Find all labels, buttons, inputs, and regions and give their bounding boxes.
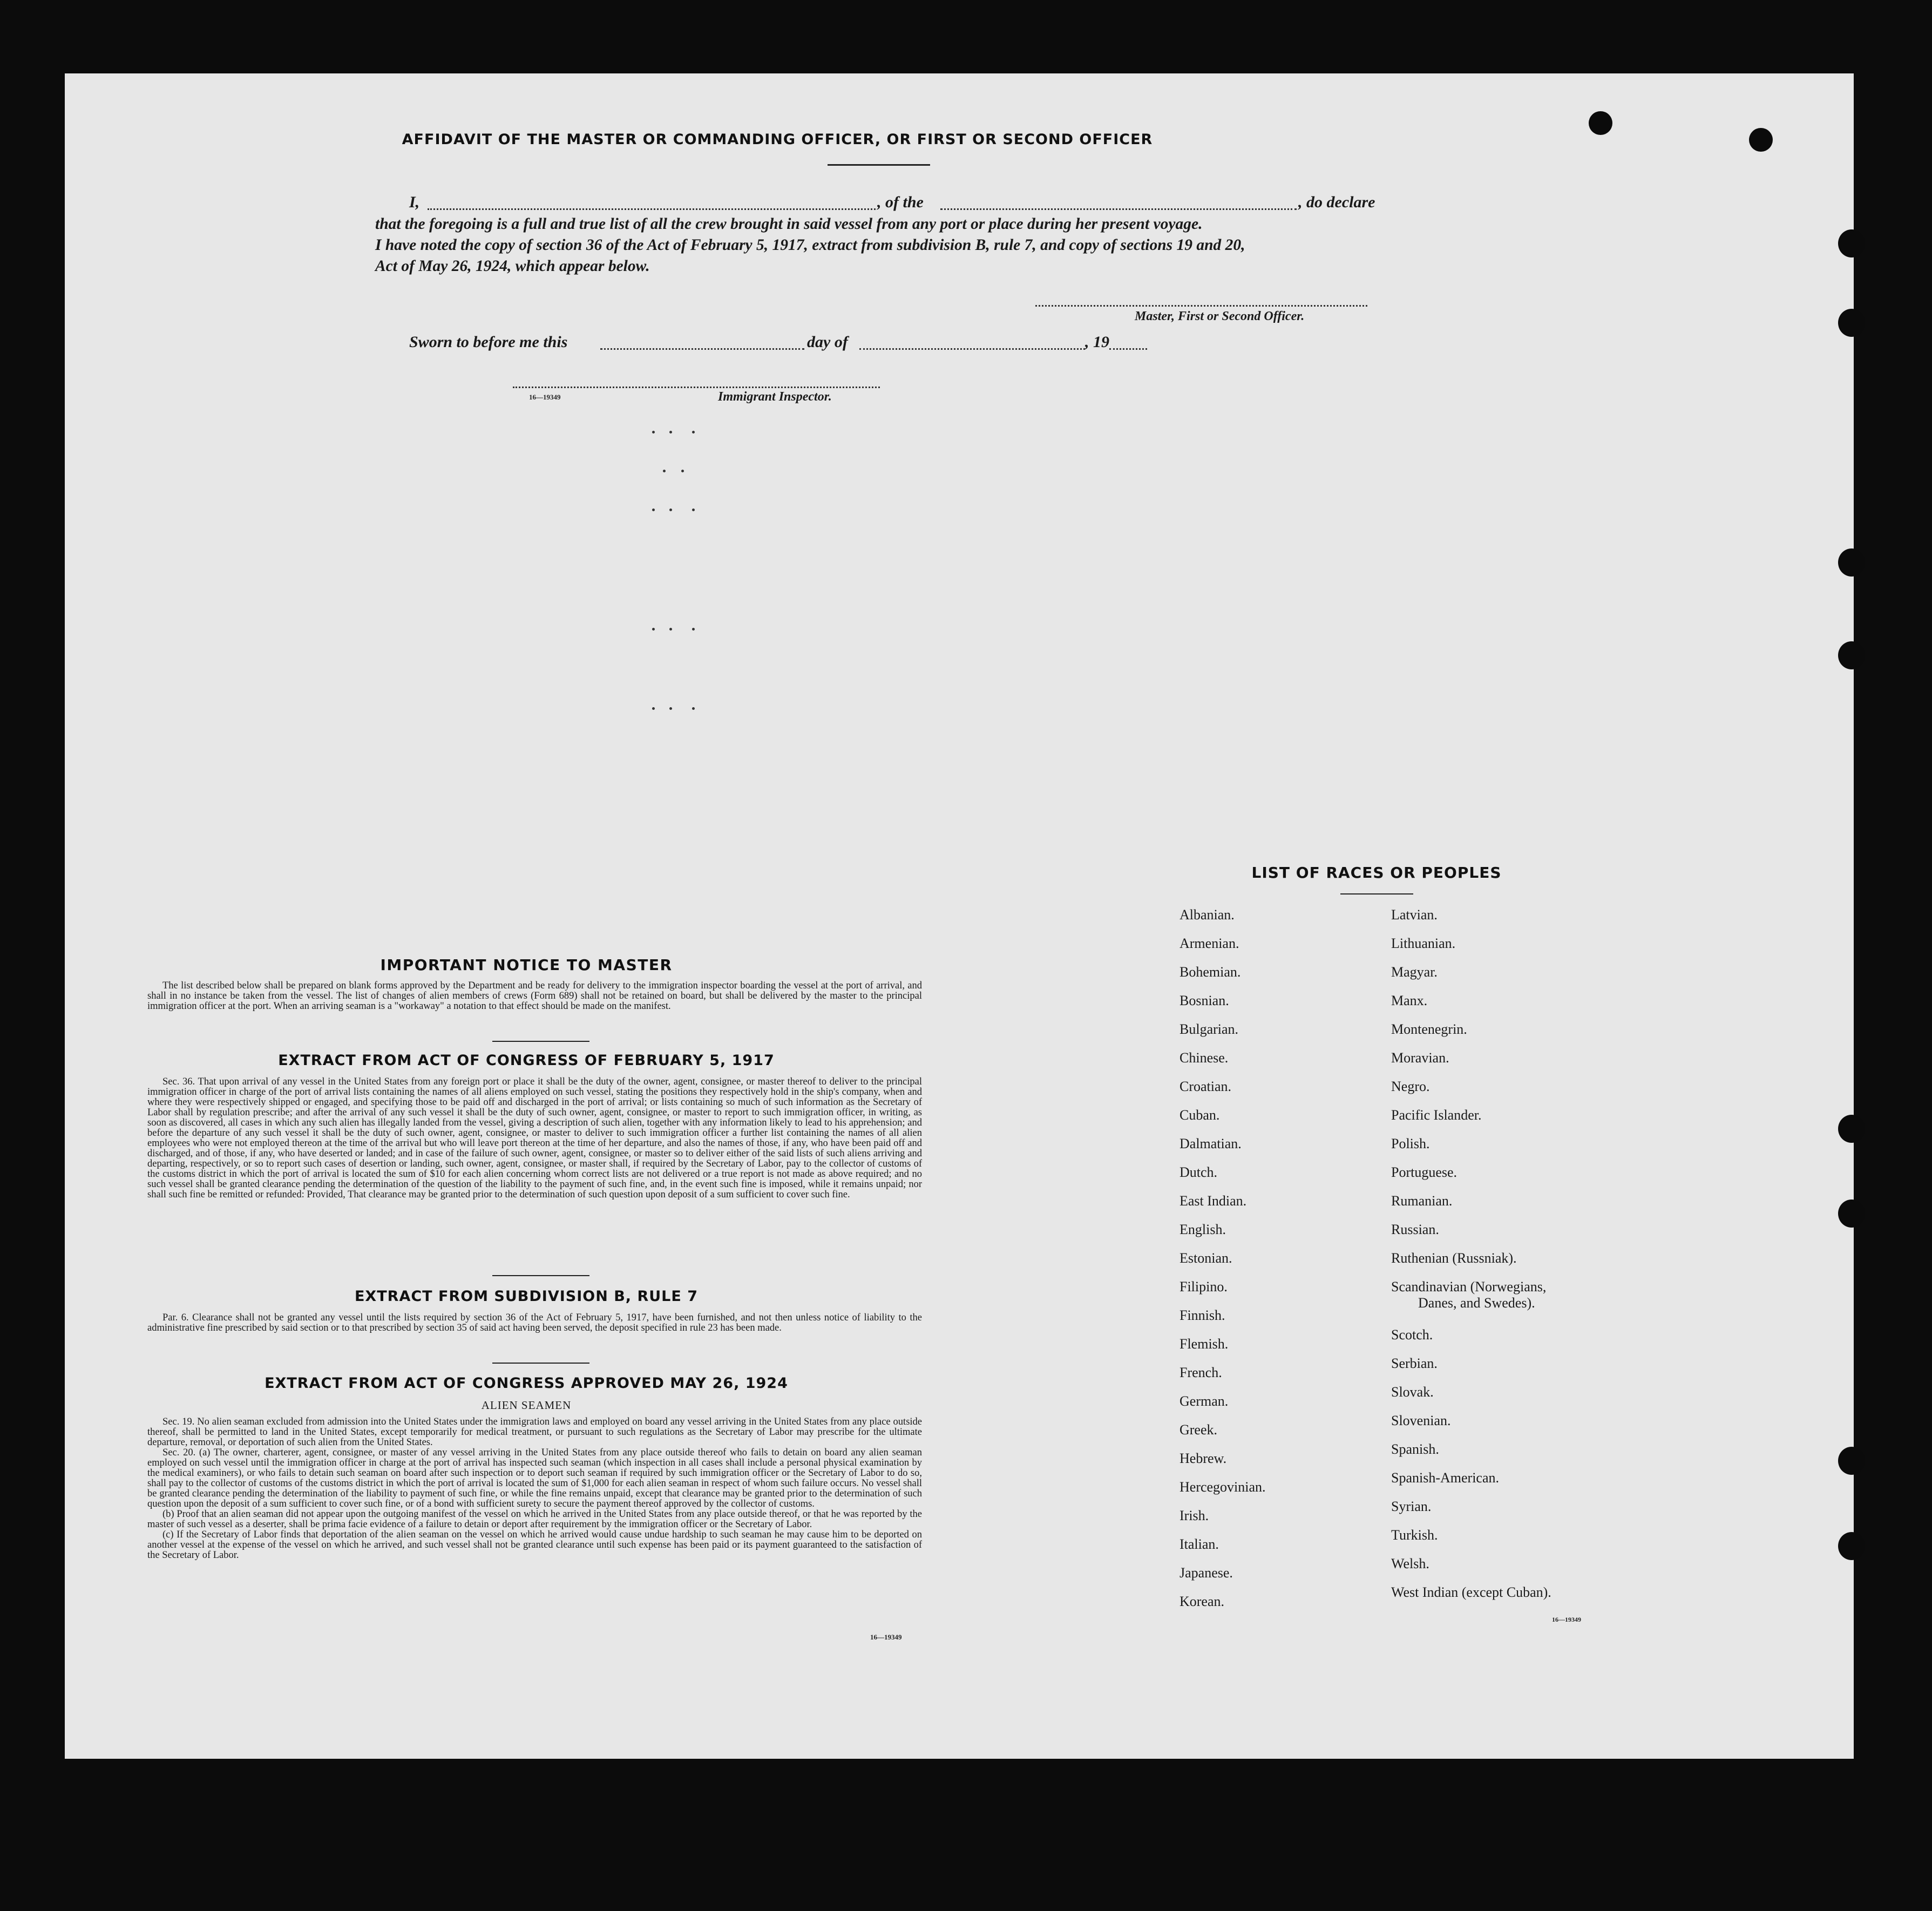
race-item: Ruthenian (Russniak). [1391,1250,1517,1266]
race-item: Cuban. [1179,1107,1220,1123]
title-underline [828,164,930,166]
race-item: Montenegrin. [1391,1021,1467,1037]
sworn-label: Sworn to before me this [409,333,568,351]
affidavit-form-number: 16—19349 [529,393,561,401]
race-item: Portuguese. [1391,1164,1458,1180]
race-item: Dalmatian. [1179,1136,1242,1151]
speck [669,431,672,433]
race-item: Estonian. [1179,1250,1232,1266]
race-item: Bulgarian. [1179,1021,1239,1037]
notice-title: IMPORTANT NOTICE TO MASTER [380,956,673,974]
affidavit-line-2: that the foregoing is a full and true list of all the crew brought in said vessel from any port or place during her present voyage. [375,215,1203,233]
races-form-number: 16—19349 [1552,1616,1581,1623]
vessel-name-line[interactable] [940,208,1297,210]
affidavit-line-4: Act of May 26, 1924, which appear below. [375,257,650,275]
race-item: Turkish. [1391,1527,1438,1543]
rule-7-title: EXTRACT FROM SUBDIVISION B, RULE 7 [354,1288,699,1305]
race-item: French. [1179,1365,1222,1380]
speck [692,431,695,433]
race-item: Magyar. [1391,964,1438,980]
race-item: Croatian. [1179,1079,1232,1094]
race-item: Polish. [1391,1136,1430,1151]
race-item: Russian. [1391,1222,1439,1237]
rule-7-paragraph: Par. 6. Clearance shall not be granted any vessel until the lists required by section 36 of the Act of February 5, 1917, have been furnished, and not then unless notice of liability to the administrative fine prescribed by said section or to that prescribed by section 35 of said act having been served, the deposit specified in rule 23 has been made. [147,1312,922,1333]
races-left-column [1179,907,1374,1622]
race-item: Flemish. [1179,1336,1229,1352]
race-item: Welsh. [1391,1556,1429,1571]
speck [692,628,695,631]
punch-hole [1838,1532,1865,1560]
sworn-month-line[interactable] [859,348,1085,350]
race-item: Scandinavian (Norwegians, [1391,1279,1547,1295]
affidavit-i-label: I, [409,193,420,211]
affidavit-title: AFFIDAVIT OF THE MASTER OR COMMANDING OFFICER, OR FIRST OR SECOND OFFICER [402,131,1153,148]
speck [652,431,655,433]
race-item: Spanish-American. [1391,1470,1500,1486]
year-prefix: , 19 [1085,333,1109,351]
section-divider [492,1275,589,1276]
section-36-paragraph: Sec. 36. That upon arrival of any vessel in the United States from any foreign port or place it shall be the duty of the owner, agent, consignee, or master thereof to deliver to the principal immigration officer in charge of the port of arrival lists containing the names of all aliens employed on such vessel, stating the positions they respectively hold in the ship's company, when and where they were respectively shipped or engaged, and specifying those to be paid off and discharged in the port of arrival; or lists containing so much of such information as the Secretary of Labor shall by regulation prescribe; and after the arrival of any such vessel it shall be the duty of such owner, agent, consignee, or master to report to such immigration officer, in writing, as soon as discovered, all cases in which any such alien has illegally landed from the vessel, giving a description of such alien, together with any information likely to lead to his apprehension; and before the departure of any such vessel it shall be the duty of such owner, agent, consignee, or master to deliver to such immigration officer a further list containing the names of all alien employees who were not employed thereon at the time of the arrival but who will leave port thereon at the time of her departure, and also the names of those, if any, who have been paid off and discharged, and of those, if any, who have deserted or landed; and in case of the failure of such owner, agent, consignee, or master so to deliver either of the said lists of such aliens arriving and departing, respectively, or so to report such cases of desertion or landing, such owner, agent, consignee, or master shall, if required by the Secretary of Labor, pay to the collector of customs of the customs district in which the port of arrival is located the sum of $10 for each alien concerning whom correct lists are not delivered or a true report is not made as above required; and no such vessel shall be granted clearance pending the determination of the question of the liability to the payment of such fine, and, in the event such fine is imposed, while it remains unpaid; nor shall such fine be remitted or refunded: Provided, That clearance may be granted prior to the determination of such question upon deposit of a sum sufficient to cover such fine. [147,1076,922,1200]
inspector-signature-line[interactable] [513,387,880,388]
race-item: Japanese. [1179,1565,1233,1581]
race-item: Serbian. [1391,1356,1438,1371]
speck [692,509,695,511]
section-divider [492,1363,589,1364]
alien-seamen-subtitle: ALIEN SEAMEN [481,1399,572,1412]
affidavit-line-3: I have noted the copy of section 36 of the Act of February 5, 1917, extract from subdivision B, rule 7, and copy of sections 19 and 20, [375,236,1245,254]
punch-hole [1838,548,1865,577]
extract-1924-text [147,1417,922,1561]
section-19-paragraph: Sec. 19. No alien seaman excluded from admission into the United States under the immigration laws and employed on board any vessel arriving in the United States from any place outside thereof, shall be permitted to land in the United States, except temporarily for medical treatment, or pursuant to such regulations as the Secretary of Labor may prescribe for the ultimate departure, removal, or deportation of such alien from the United States. [147,1417,922,1448]
master-signature-caption: Master, First or Second Officer. [1135,309,1305,323]
notice-text [147,981,922,1012]
notice-paragraph: The list described below shall be prepared on blank forms approved by the Department and be ready for delivery to the immigration inspector boarding the vessel at the port of arrival, and shall in no instance be taken from the vessel. The list of changes of alien members of crews (Form 689) shall not be retained on board, but shall be delivered by the master to the principal immigration officer at the port. When an arriving seaman is a "workaway" a notation to that effect should be made on the manifest. [147,980,922,1012]
extract-1917-text [147,1077,922,1200]
section-divider [492,1041,589,1042]
rule-7-text [147,1313,922,1333]
race-item: Hercegovinian. [1179,1479,1266,1495]
race-item: Pacific Islander. [1391,1107,1482,1123]
race-item: Filipino. [1179,1279,1228,1295]
race-item: Albanian. [1179,907,1235,923]
race-item: Hebrew. [1179,1451,1227,1466]
race-item: German. [1179,1393,1229,1409]
speck [652,509,655,511]
race-item: Moravian. [1391,1050,1449,1066]
race-item: Italian. [1179,1536,1219,1552]
race-item: Scotch. [1391,1327,1433,1343]
race-item: Slovak. [1391,1384,1434,1400]
sworn-day-line[interactable] [600,348,804,350]
race-item: Dutch. [1179,1164,1218,1180]
punch-hole [1749,128,1773,152]
race-item: Negro. [1391,1079,1430,1094]
race-item: Greek. [1179,1422,1218,1438]
race-item: Irish. [1179,1508,1209,1523]
race-item: Slovenian. [1391,1413,1451,1428]
race-item: English. [1179,1222,1226,1237]
speck [652,628,655,631]
affidavit-do-declare: , do declare [1298,193,1375,211]
punch-hole [1838,1115,1865,1143]
race-item: Chinese. [1179,1050,1229,1066]
speck [681,470,684,472]
races-right-column [1391,907,1661,1613]
extract-1917-title: EXTRACT FROM ACT OF CONGRESS OF FEBRUARY 5, 1917 [278,1052,775,1069]
punch-hole [1838,1447,1865,1475]
punch-hole [1838,641,1865,669]
race-item: West Indian (except Cuban). [1391,1584,1551,1600]
speck [692,707,695,710]
declarant-name-line[interactable] [428,208,876,210]
punch-hole [1838,309,1865,337]
sworn-year-line[interactable] [1109,348,1147,350]
section-20c-paragraph: (c) If the Secretary of Labor finds that deportation of the alien seaman on the vessel on which he arrived would cause undue hardship to such seaman he may cause him to be deported on another vessel at the expense of the vessel on which he arrived, and such vessel shall not be granted clearance until such expense has been paid or its payment guaranteed to the satisfaction of the Secretary of Labor. [147,1529,922,1561]
race-item: Armenian. [1179,936,1239,951]
speck [663,470,666,472]
speck [669,628,672,631]
master-signature-line[interactable] [1035,305,1367,307]
inspector-caption: Immigrant Inspector. [718,390,832,404]
races-title-underline [1340,893,1413,894]
race-item: Bosnian. [1179,993,1229,1008]
race-item: Lithuanian. [1391,936,1456,951]
section-20b-paragraph: (b) Proof that an alien seaman did not appear upon the outgoing manifest of the vessel on which he arrived in the United States from any place outside thereof, or that he was reported by the master of such vessel as a deserter, shall be prima facie evidence of a failure to detain or deport after requirement by the immigration officer or the Secretary of Labor. [147,1509,922,1530]
extract-1924-title: EXTRACT FROM ACT OF CONGRESS APPROVED MAY 26, 1924 [265,1375,788,1392]
punch-hole [1589,111,1612,135]
races-title: LIST OF RACES OR PEOPLES [1251,864,1502,882]
day-of-label: day of [807,333,848,351]
speck [669,509,672,511]
race-item: Syrian. [1391,1499,1432,1514]
race-item: Manx. [1391,993,1428,1008]
race-item: Finnish. [1179,1307,1225,1323]
race-item: Bohemian. [1179,964,1241,980]
speck [669,707,672,710]
extract-form-number: 16—19349 [870,1633,902,1641]
speck [652,707,655,710]
affidavit-of-the: , of the [877,193,924,211]
section-20a-paragraph: Sec. 20. (a) The owner, charterer, agent, consignee, or master of any vessel arriving in the United States from any place outside thereof who fails to detain on board any alien seaman employed on such vessel until the immigration officer in charge at the port of arrival has inspected such seaman (which inspection in all cases shall include a personal physical examination by the medical examiners), or who fails to detain such seaman on board after such inspection or to deport such seaman if required by such immigration officer or the Secretary of Labor to do so, shall pay to the collector of customs of the customs district in which the port of arrival is located the sum of $1,000 for each alien seaman in respect of whom such failure occurs. No vessel shall be granted clearance pending the determination of the liability to payment of such fine, or while the fine remains unpaid, except that clearance may be granted prior to the determination of such question upon the deposit of a sum sufficient to cover such fine, or of a bond with sufficient surety to secure the payment thereof approved by the collector of customs. [147,1447,922,1509]
punch-hole [1838,1200,1865,1228]
punch-hole [1838,229,1865,257]
race-item: East Indian. [1179,1193,1247,1209]
race-item: Latvian. [1391,907,1438,923]
race-item: Korean. [1179,1594,1225,1609]
race-item: Danes, and Swedes). [1418,1295,1535,1311]
race-item: Spanish. [1391,1441,1439,1457]
race-item: Rumanian. [1391,1193,1453,1209]
